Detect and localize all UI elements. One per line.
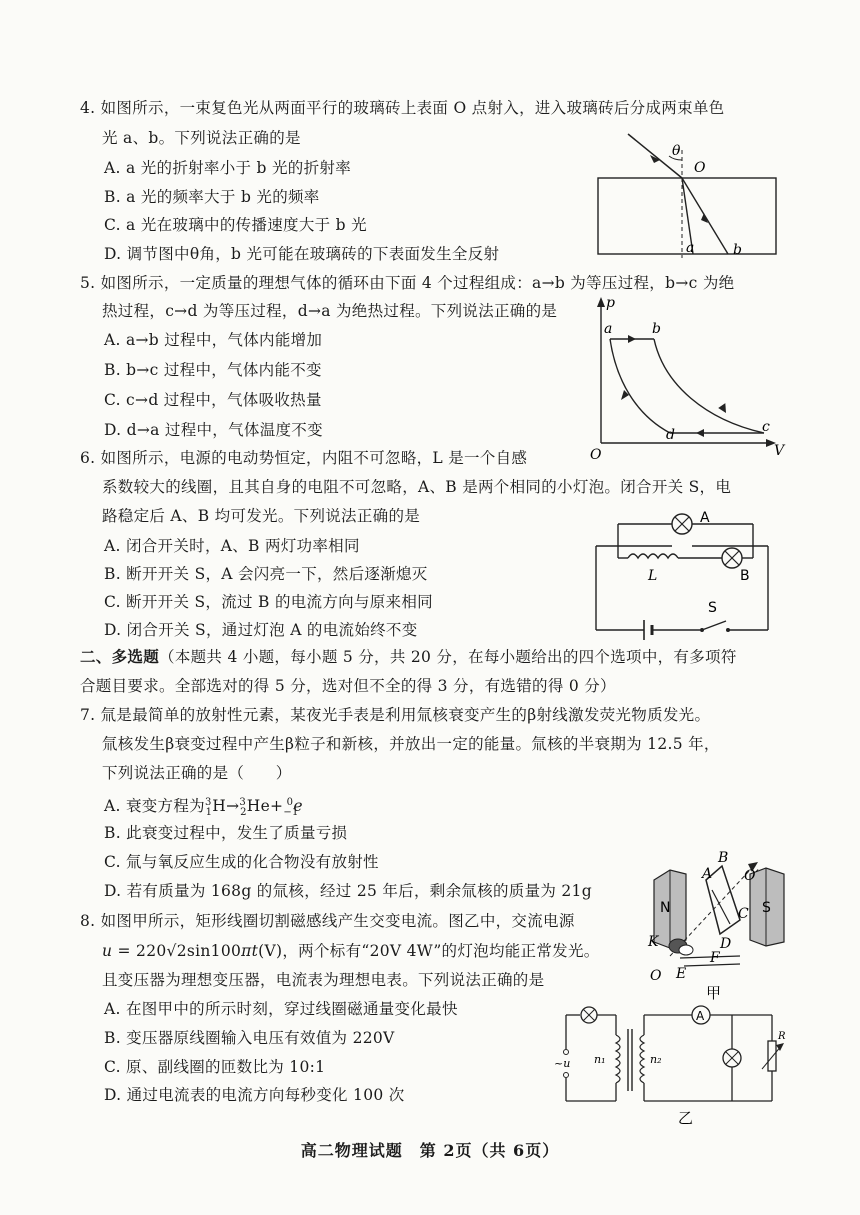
q4-stem-line1: 4. 如图所示，一束复色光从两面平行的玻璃砖上表面 O 点射入，进入玻璃砖后分成两束单色	[80, 99, 725, 117]
q8-jia-o1-label: O′	[744, 868, 759, 884]
q8-jia-f-label: F	[710, 950, 720, 966]
q4-glass-figure	[590, 130, 780, 265]
q8-option-b: B. 变压器原线圈输入电压有效值为 220V	[104, 1029, 395, 1047]
q6-option-a: A. 闭合开关时，A、B 两灯功率相同	[104, 537, 360, 555]
q8-stem-line1: 8. 如图甲所示，矩形线圈切割磁感线产生交变电流。图乙中，交流电源	[80, 912, 575, 930]
q8-jia-s-label: S	[762, 900, 771, 916]
q5-point-a: a	[604, 321, 613, 337]
q5-pv-diagram	[586, 295, 786, 465]
q8-jia-b-label: B	[718, 850, 729, 866]
q6-option-b: B. 断开开关 S，A 会闪亮一下，然后逐渐熄灭	[104, 565, 428, 583]
q8-yi-r-label: R	[778, 1031, 786, 1042]
q6-lamp-a-label: A	[700, 510, 710, 526]
q7-stem-line3: 下列说法正确的是（ ）	[102, 764, 292, 782]
q4-o-label: O	[694, 160, 706, 176]
q8-yi-n1-label: n₁	[594, 1053, 606, 1066]
q8-jia-caption: 甲	[706, 984, 722, 1002]
q4-b-label: b	[733, 242, 742, 258]
q8-yi-ammeter-label: A	[696, 1009, 705, 1023]
q6-circuit-figure	[588, 500, 778, 640]
section2-title: 二、多选题	[80, 647, 160, 666]
q8-yi-caption: 乙	[678, 1109, 694, 1127]
q7-option-c: C. 氚与氧反应生成的化合物没有放射性	[104, 853, 379, 871]
q4-a-label: a	[686, 240, 695, 256]
q5-stem-line2: 热过程，c→d 为等压过程，d→a 为绝热过程。下列说法正确的是	[102, 302, 558, 320]
q4-stem-line2: 光 a、b。下列说法正确的是	[102, 129, 301, 147]
q8-stem-line3: 且变压器为理想变压器，电流表为理想电表。下列说法正确的是	[102, 971, 545, 989]
q4-option-d: D. 调节图中θ角，b 光可能在玻璃砖的下表面发生全反射	[104, 245, 500, 263]
q7-option-b: B. 此衰变过程中，发生了质量亏损	[104, 824, 348, 842]
q5-point-b: b	[652, 321, 661, 337]
q6-option-d: D. 闭合开关 S，通过灯泡 A 的电流始终不变	[104, 621, 418, 639]
q7-stem-line2: 氚核发生β衰变过程中产生β粒子和新核，并放出一定的能量。氚核的半衰期为 12.5 年，	[102, 735, 720, 753]
q4-option-c: C. a 光在玻璃中的传播速度大于 b 光	[104, 216, 367, 234]
q7-option-a	[104, 792, 303, 824]
q5-v-axis-label: V	[774, 443, 785, 459]
q7-stem-line1: 7. 氚是最简单的放射性元素，某夜光手表是利用氚核衰变产生的β射线激发荧光物质发光。	[80, 706, 711, 724]
section2-rules-line1: （本题共 4 小题，每小题 5 分，共 20 分，在每小题给出的四个选项中，有多项符	[159, 648, 737, 666]
q5-option-a: A. a→b 过程中，气体内能增加	[104, 331, 323, 349]
q5-stem-line1: 5. 如图所示，一定质量的理想气体的循环由下面 4 个过程组成：a→b 为等压过程，b→c 为绝	[80, 274, 735, 292]
q8-jia-n-label: N	[660, 900, 671, 916]
q6-switch-label: S	[708, 600, 717, 616]
q6-lamp-b-label: B	[740, 568, 750, 584]
q8-jia-c-label: C	[738, 906, 749, 922]
q8-stem-line2-suffix: ，两个标有“20V 4W”的灯泡均能正常发光。	[282, 942, 600, 960]
q8-option-a: A. 在图甲中的所示时刻，穿过线圈磁通量变化最快	[104, 1000, 458, 1018]
q5-point-c: c	[762, 419, 770, 435]
section2-header-line1	[80, 646, 737, 668]
q4-option-b: B. a 光的频率大于 b 光的频率	[104, 188, 320, 206]
q8-jia-d-label: D	[720, 936, 732, 952]
q4-theta-label: θ	[672, 143, 681, 159]
q6-stem-line3: 路稳定后 A、B 均可发光。下列说法正确的是	[102, 507, 421, 525]
q8-jia-k-label: K	[648, 934, 659, 950]
q6-option-c: C. 断开开关 S，流过 B 的电流方向与原来相同	[104, 593, 433, 611]
q5-p-axis-label: p	[606, 295, 615, 311]
q6-stem-line2: 系数较大的线圈，且其自身的电阻不可忽略，A、B 是两个相同的小灯泡。闭合开关 S，电	[102, 478, 732, 496]
q6-inductor-label: L	[648, 568, 658, 584]
q8-stem-line2	[102, 940, 600, 962]
q8-generator-figure	[640, 850, 790, 1002]
q4-option-a: A. a 光的折射率小于 b 光的折射率	[104, 159, 351, 177]
q8-jia-a-label: A	[702, 866, 713, 882]
q5-origin-label: O	[590, 447, 602, 463]
q7-option-d: D. 若有质量为 168g 的氚核，经过 25 年后，剩余氚核的质量为 21g	[104, 882, 592, 900]
q8-yi-source-label: ~u	[554, 1057, 571, 1070]
page-footer: 高二物理试题 第 2页（共 6页）	[300, 1141, 560, 1160]
section2-rules-line2: 合题目要求。全部选对的得 5 分，选对但不全的得 3 分，有选错的得 0 分）	[80, 677, 616, 695]
q8-transformer-figure	[556, 1005, 786, 1130]
q7-decay-equation: $^3_1H\to^3_2He+_{-1}^0e$	[204, 797, 303, 819]
q7-option-a-prefix: A. 衰变方程为	[104, 797, 205, 816]
q8-source-formula: u = 220√2sin100πt(V)	[102, 942, 283, 960]
q8-option-c: C. 原、副线圈的匝数比为 10:1	[104, 1058, 326, 1076]
q5-point-d: d	[666, 427, 675, 443]
q5-option-c: C. c→d 过程中，气体吸收热量	[104, 391, 322, 409]
q8-jia-o-label: O	[650, 968, 662, 984]
q8-option-d: D. 通过电流表的电流方向每秒变化 100 次	[104, 1086, 405, 1104]
q6-stem-line1: 6. 如图所示，电源的电动势恒定，内阻不可忽略，L 是一个自感	[80, 449, 528, 467]
q8-yi-n2-label: n₂	[650, 1053, 662, 1066]
q8-jia-e-label: E	[676, 966, 687, 982]
q5-option-b: B. b→c 过程中，气体内能不变	[104, 361, 322, 379]
q5-option-d: D. d→a 过程中，气体温度不变	[104, 421, 323, 439]
